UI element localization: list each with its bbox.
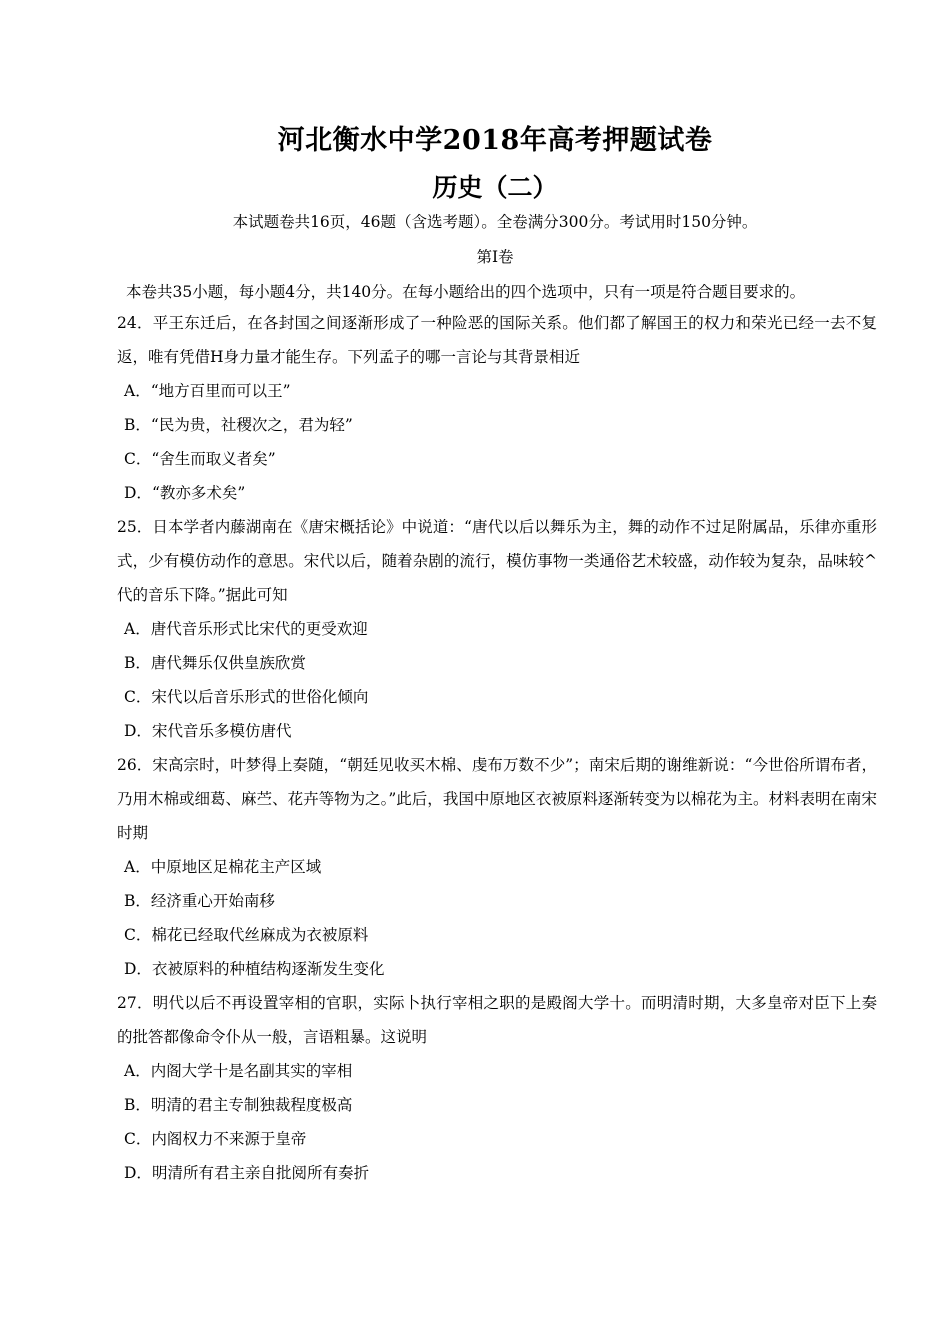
option-d <box>117 714 877 748</box>
option-letter: A． <box>124 382 151 400</box>
option-c <box>117 918 877 952</box>
question-stem <box>117 748 877 850</box>
option-b <box>117 646 877 680</box>
exam-info: 本试题卷共16页，46题（含选考题）。全卷满分300分。考试用时150分钟。 <box>232 213 758 231</box>
option-d <box>117 952 877 986</box>
option-letter: B． <box>124 1096 151 1114</box>
section-instruction: 本卷共35小题，每小题4分，共140分。在每小题给出的四个选项中，只有一项是符合题目要求的。 <box>126 283 806 301</box>
question-25 <box>117 510 877 748</box>
option-c <box>117 442 877 476</box>
option-b <box>117 884 877 918</box>
option-text: 明清所有君主亲自批阅所有奏折 <box>151 1164 369 1182</box>
option-a <box>117 374 877 408</box>
question-stem <box>117 510 877 612</box>
option-letter: D． <box>124 960 152 978</box>
option-list <box>117 1054 877 1190</box>
question-number: 25． <box>117 518 153 536</box>
option-text: 唐代舞乐仅供皇族欣赏 <box>150 654 306 672</box>
page-subtitle: 历史（二） <box>432 173 558 202</box>
option-d <box>117 1156 877 1190</box>
question-number: 26． <box>117 756 153 774</box>
option-text: “民为贵，社稷次之，君为轻” <box>150 416 353 434</box>
option-letter: A． <box>124 620 151 638</box>
question-24 <box>117 306 877 510</box>
question-text: 宋高宗时，叶梦得上奏随，“朝廷见收买木棉、虔布万数不少”；南宋后期的谢维新说：“今世俗所谓布者，乃用木棉或细葛、麻苎、花卉等物为之。”此后，我国中原地区衣被原料逐渐转变为以棉花为主。材料表明在南宋时期 <box>117 756 877 842</box>
question-list <box>117 306 877 1190</box>
option-letter: B． <box>124 654 151 672</box>
question-text: 日本学者内藤湖南在《唐宋概括论》中说道：“唐代以后以舞乐为主，舞的动作不过足附属品，乐律亦重形式，少有模仿动作的意思。宋代以后，随着杂剧的流行，模仿事物一类通俗艺术较盛，动作较为复杂，品味较^代的音乐下降。”据此可知 <box>117 518 877 604</box>
option-a <box>117 1054 877 1088</box>
option-letter: D． <box>124 1164 152 1182</box>
option-list <box>117 612 877 748</box>
option-letter: D． <box>124 722 152 740</box>
option-letter: C． <box>124 926 152 944</box>
question-number: 24． <box>117 314 153 332</box>
option-text: “教亦多术矣” <box>151 484 246 502</box>
option-letter: C． <box>124 688 152 706</box>
question-text: 平王东迁后，在各封国之间逐渐形成了一种险恶的国际关系。他们都了解国王的权力和荣光已经一去不复返，唯有凭借H身力量才能生存。下列孟子的哪一言论与其背景相近 <box>117 314 877 366</box>
section-heading: 第I卷 <box>476 248 514 266</box>
page-title: 河北衡水中学2018年高考押题试卷 <box>277 125 713 156</box>
option-list <box>117 850 877 986</box>
option-text: 棉花已经取代丝麻成为衣被原料 <box>151 926 369 944</box>
option-text: 唐代音乐形式比宋代的更受欢迎 <box>150 620 368 638</box>
option-letter: A． <box>124 858 151 876</box>
option-text: 内阁权力不来源于皇帝 <box>151 1130 307 1148</box>
option-text: 中原地区足棉花主产区域 <box>150 858 322 876</box>
option-letter: D． <box>124 484 152 502</box>
option-d <box>117 476 877 510</box>
option-text: “舍生而取义者矣” <box>151 450 276 468</box>
question-text: 明代以后不再设置宰相的官职，实际卜执行宰相之职的是殿阁大学十。而明清时期，大多皇帝对臣下上奏的批答都像命令仆从一般，言语粗暴。这说明 <box>117 994 877 1046</box>
option-b <box>117 1088 877 1122</box>
option-a <box>117 850 877 884</box>
option-text: 明清的君主专制独裁程度极高 <box>150 1096 353 1114</box>
option-a <box>117 612 877 646</box>
question-stem <box>117 986 877 1054</box>
option-letter: B． <box>124 892 151 910</box>
option-text: 衣被原料的种植结构逐渐发生变化 <box>151 960 385 978</box>
option-text: 宋代以后音乐形式的世俗化倾向 <box>151 688 369 706</box>
option-letter: B． <box>124 416 151 434</box>
option-list <box>117 374 877 510</box>
option-letter: C． <box>124 1130 152 1148</box>
option-text: 经济重心开始南移 <box>150 892 275 910</box>
question-27 <box>117 986 877 1190</box>
option-letter: A． <box>124 1062 151 1080</box>
question-stem <box>117 306 877 374</box>
option-text: “地方百里而可以王” <box>150 382 291 400</box>
option-text: 内阁大学十是名副其实的宰相 <box>150 1062 353 1080</box>
question-number: 27． <box>117 994 153 1012</box>
option-c <box>117 1122 877 1156</box>
question-26 <box>117 748 877 986</box>
option-letter: C． <box>124 450 152 468</box>
option-b <box>117 408 877 442</box>
option-text: 宋代音乐多模仿唐代 <box>151 722 292 740</box>
option-c <box>117 680 877 714</box>
